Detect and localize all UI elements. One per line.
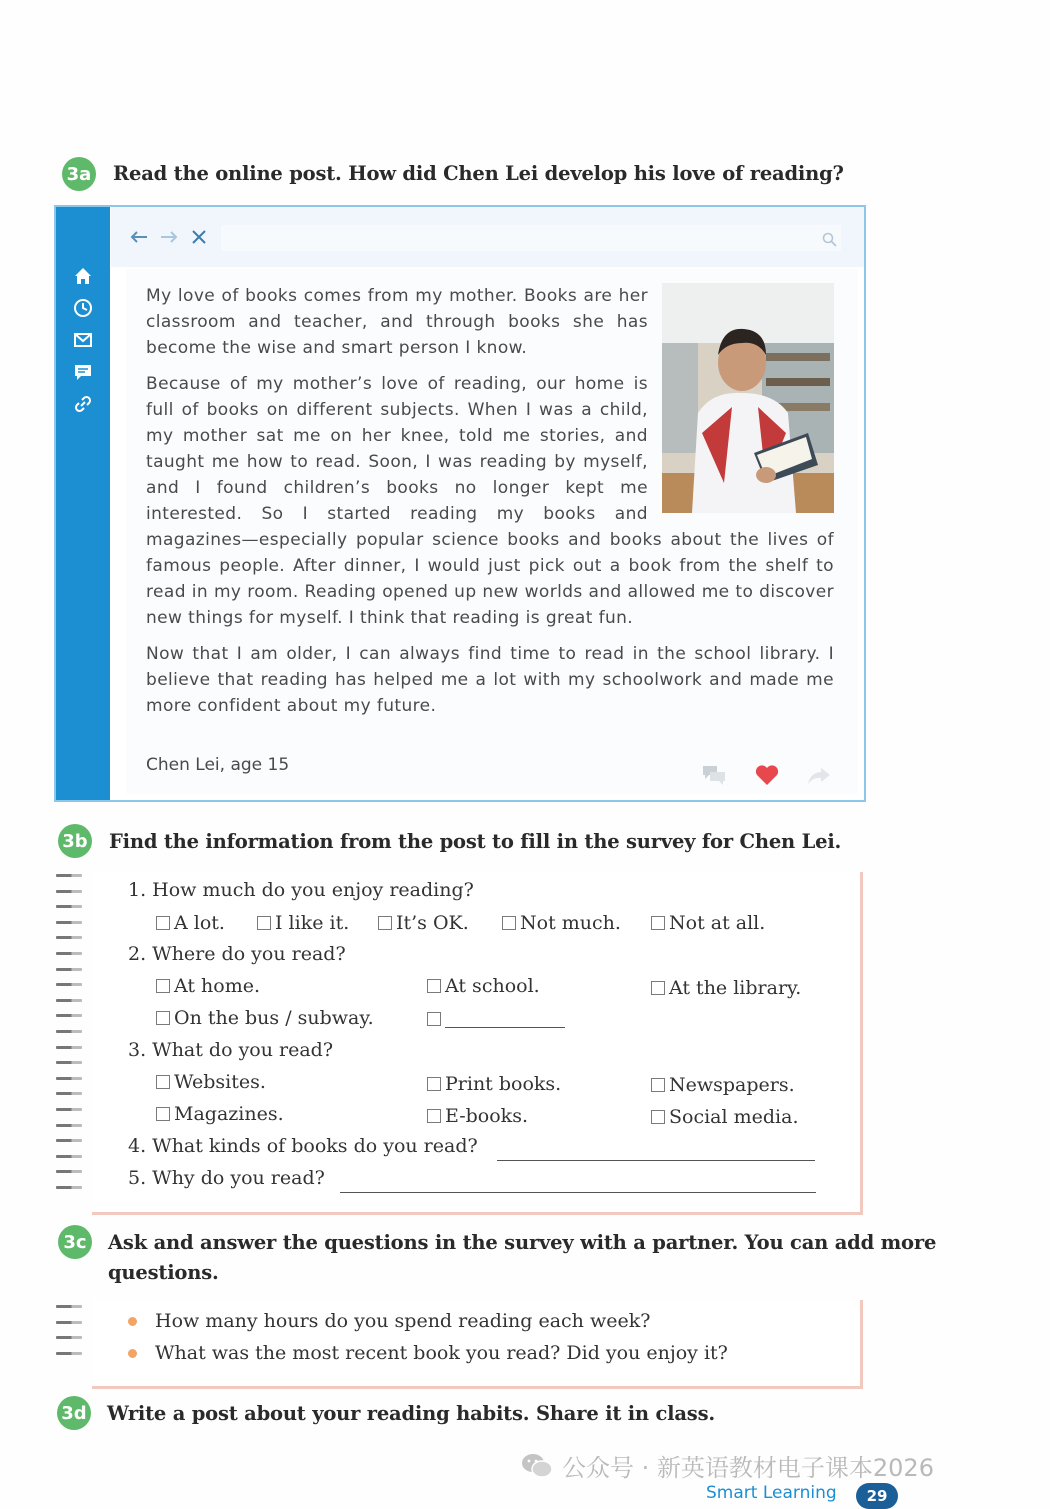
q1-option-not-at-all[interactable]: Not at all. bbox=[651, 912, 765, 934]
back-arrow-icon[interactable] bbox=[127, 225, 151, 249]
close-icon[interactable] bbox=[187, 225, 211, 249]
home-icon[interactable] bbox=[72, 265, 94, 287]
post-paragraph-2: Because of my mother’s love of reading, our home is full of books on different subjects. When I was a child, my mother sat me on her knee, told me stories, and taught me how to read. Soon, I was reading by myself, and I found children’s books no longer kept me interested. So I started reading my books and magazines—especially popular science books and books about the lives of famous people. After dinner, I would just pick out a book from the shelf to read in my room. Reading opened up new worlds and allowed me to discover new things for myself. I think that reading is great fun. bbox=[146, 374, 834, 628]
checkbox[interactable] bbox=[427, 1109, 441, 1123]
section-3c-instruction-line2: questions. bbox=[108, 1261, 219, 1284]
watermark-text: 公众号 · 新英语教材电子课本2026 bbox=[562, 1454, 934, 1482]
checkbox[interactable] bbox=[378, 916, 392, 930]
survey-question-5: 5. Why do you read? bbox=[128, 1167, 325, 1189]
mail-icon[interactable] bbox=[72, 329, 94, 351]
q3-option-newspapers[interactable]: Newspapers. bbox=[651, 1074, 795, 1096]
survey-question-4: 4. What kinds of books do you read? bbox=[128, 1135, 478, 1157]
section-3d-instruction: Write a post about your reading habits. Share it in class. bbox=[107, 1402, 715, 1425]
browser-toolbar bbox=[111, 207, 864, 267]
share-icon[interactable] bbox=[806, 765, 832, 787]
q4-answer-line[interactable] bbox=[497, 1159, 815, 1161]
browser-window bbox=[54, 205, 866, 802]
q1-option-ok[interactable]: It’s OK. bbox=[378, 912, 469, 934]
wechat-icon bbox=[520, 1452, 554, 1480]
forward-arrow-icon[interactable] bbox=[157, 225, 181, 249]
section-3b-instruction: Find the information from the post to fill in the survey for Chen Lei. bbox=[109, 830, 842, 853]
address-bar[interactable] bbox=[221, 225, 841, 251]
post-body bbox=[146, 283, 834, 729]
checkbox[interactable] bbox=[156, 1107, 170, 1121]
checkbox[interactable] bbox=[502, 916, 516, 930]
checkbox[interactable] bbox=[156, 1075, 170, 1089]
survey-question-1: 1. How much do you enjoy reading? bbox=[128, 879, 474, 901]
section-badge-3a: 3a bbox=[62, 157, 96, 191]
comment-icon[interactable] bbox=[701, 763, 727, 787]
notebook-spiral bbox=[56, 1305, 82, 1367]
q2-option-home[interactable]: At home. bbox=[156, 975, 260, 997]
survey-question-2: 2. Where do you read? bbox=[128, 943, 346, 965]
heart-icon[interactable] bbox=[754, 763, 780, 787]
discussion-question-1: How many hours do you spend reading each week? bbox=[155, 1310, 651, 1332]
section-3a-instruction: Read the online post. How did Chen Lei develop his love of reading? bbox=[113, 162, 844, 185]
q1-option-not-much[interactable]: Not much. bbox=[502, 912, 621, 934]
section-badge-3d: 3d bbox=[57, 1396, 91, 1430]
footer-series-title: Smart Learning bbox=[706, 1483, 837, 1503]
q3-option-print-books[interactable]: Print books. bbox=[427, 1073, 561, 1095]
checkbox[interactable] bbox=[156, 916, 170, 930]
notebook-spiral bbox=[56, 874, 82, 1201]
page-number: 29 bbox=[856, 1483, 898, 1509]
watermark bbox=[520, 1448, 934, 1483]
checkbox[interactable] bbox=[651, 1110, 665, 1124]
q2-option-bus[interactable]: On the bus / subway. bbox=[156, 1007, 374, 1029]
q1-option-like-it[interactable]: I like it. bbox=[257, 912, 349, 934]
search-icon[interactable] bbox=[821, 231, 839, 249]
link-icon[interactable] bbox=[72, 393, 94, 415]
checkbox[interactable] bbox=[651, 981, 665, 995]
boy-reading-photo bbox=[662, 283, 834, 513]
section-3c-instruction-line1: Ask and answer the questions in the survey with a partner. You can add more bbox=[108, 1231, 937, 1254]
post-paragraph-1: My love of books comes from my mother. Books are her classroom and teacher, and through books she has become the wise and smart person I know. bbox=[146, 286, 648, 358]
checkbox[interactable] bbox=[156, 979, 170, 993]
chat-icon[interactable] bbox=[72, 361, 94, 383]
post-paragraph-3: Now that I am older, I can always find time to read in the school library. I believe that reading has helped me a lot with my schoolwork and made me more confident about my future. bbox=[146, 644, 834, 716]
q2-option-library[interactable]: At the library. bbox=[651, 977, 801, 999]
checkbox[interactable] bbox=[651, 1078, 665, 1092]
q3-option-e-books[interactable]: E-books. bbox=[427, 1105, 528, 1127]
checkbox[interactable] bbox=[651, 916, 665, 930]
checkbox[interactable] bbox=[257, 916, 271, 930]
checkbox[interactable] bbox=[427, 979, 441, 993]
post-signature: Chen Lei, age 15 bbox=[146, 755, 290, 775]
bullet-dot bbox=[128, 1349, 137, 1358]
checkbox[interactable] bbox=[427, 1012, 441, 1026]
q2-option-school[interactable]: At school. bbox=[427, 975, 540, 997]
q3-option-websites[interactable]: Websites. bbox=[156, 1071, 266, 1093]
q3-option-magazines[interactable]: Magazines. bbox=[156, 1103, 284, 1125]
q1-option-a-lot[interactable]: A lot. bbox=[156, 912, 225, 934]
other-blank-line[interactable] bbox=[445, 1026, 565, 1028]
browser-sidebar bbox=[56, 207, 110, 800]
discussion-question-2: What was the most recent book you read? Did you enjoy it? bbox=[155, 1342, 728, 1364]
section-badge-3c: 3c bbox=[58, 1225, 92, 1259]
q5-answer-line[interactable] bbox=[340, 1191, 816, 1193]
section-badge-3b: 3b bbox=[58, 824, 92, 858]
survey-question-3: 3. What do you read? bbox=[128, 1039, 334, 1061]
checkbox[interactable] bbox=[427, 1077, 441, 1091]
checkbox[interactable] bbox=[156, 1011, 170, 1025]
bullet-dot bbox=[128, 1317, 137, 1326]
q3-option-social-media[interactable]: Social media. bbox=[651, 1106, 798, 1128]
q2-option-other[interactable] bbox=[427, 1010, 565, 1028]
clock-icon[interactable] bbox=[72, 297, 94, 319]
